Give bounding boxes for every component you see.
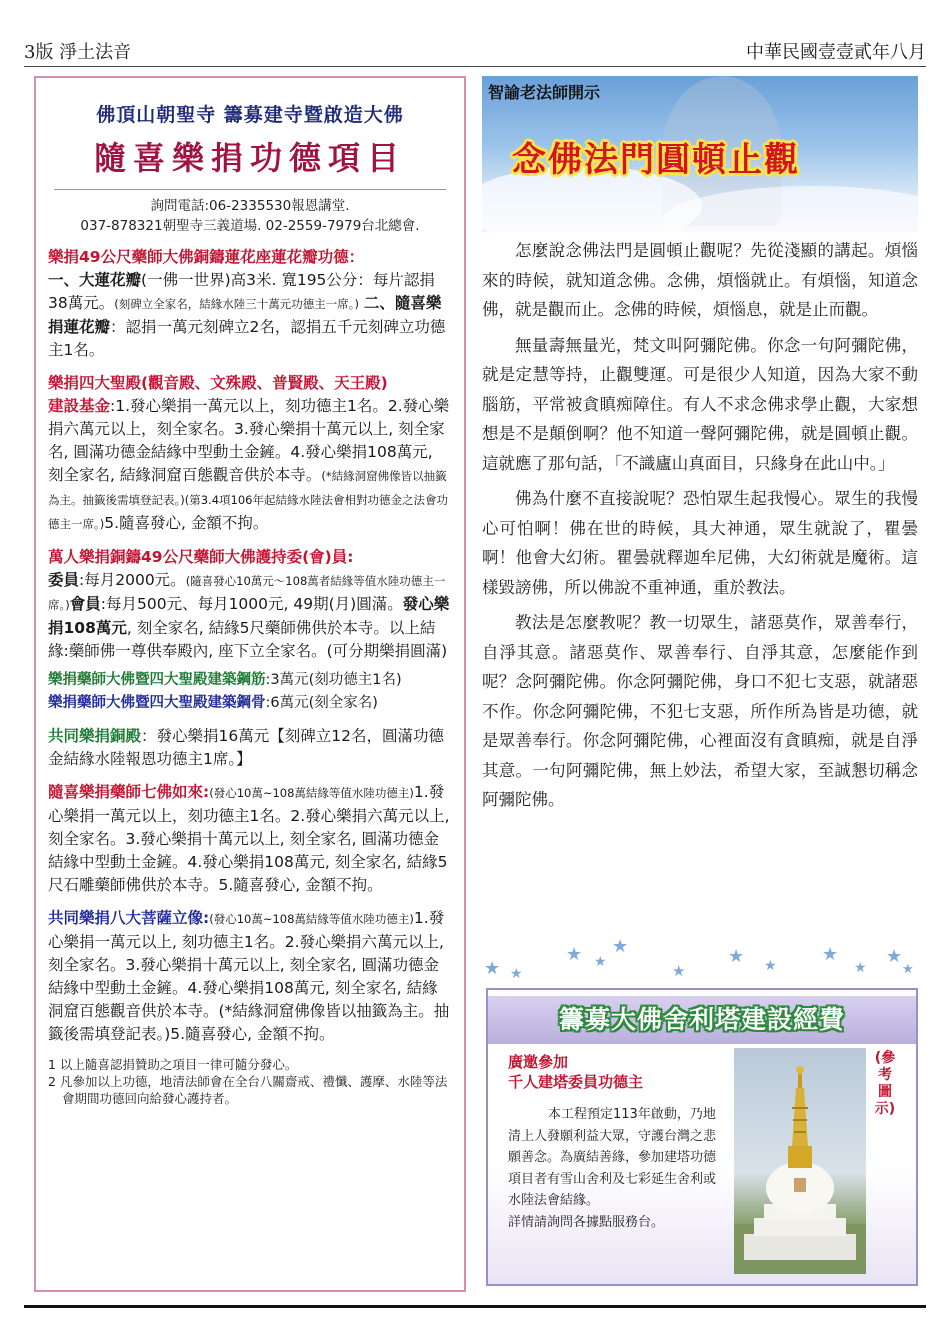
item-text: :每月500元、每月1000元, 49期(月)圓滿。 [100, 595, 403, 613]
item-note: (發心10萬~108萬結緣等值水陸功德主) [209, 912, 414, 926]
item-text: 5.隨喜發心, 金額不拘。 [104, 514, 269, 532]
item-text: 1.發心樂捐一萬元以上，刻功德主1名。2.發心樂捐六萬元以上, 刻全家名。3.發心樂捐十萬元以上, 刻全家名, 圓滿功德金結緣中型動土金鏟。4.發心樂捐108萬元, 刻全家名, 結緣5尺石雕藥師佛供於本寺。5.隨喜發心, 金額不拘。 [48, 783, 450, 894]
contact-line-1: 詢問電話:06-2335530報恩講堂. [150, 198, 350, 214]
stupa-description [508, 1104, 722, 1233]
item-text: :每月2000元。 [79, 571, 186, 589]
item-label: 會員 [69, 595, 101, 613]
footnote-1: 1 以上隨喜認捐贊助之項目一律可隨分發心。 [48, 1057, 298, 1072]
item-note: (刻碑立全家名，結緣水陸三十萬元功德主一席。) [114, 297, 359, 311]
sermon-banner [482, 76, 918, 232]
star-icon: ★ [484, 958, 501, 979]
footnotes [48, 1056, 452, 1107]
section-lotus-petals [48, 246, 452, 362]
star-icon: ★ [672, 962, 686, 980]
section-title: 樂捐四大聖殿(觀音殿、文殊殿、普賢殿、天王殿) [48, 374, 388, 392]
article-paragraph: 無量壽無量光，梵文叫阿彌陀佛。你念一句阿彌陀佛，就是定慧等持，止觀雙運。可是很少人知道，因為大家不動腦筋，平常被貪瞋痴障住。有人不求念佛求學止觀，大家想想是不是顛倒啊？他不知道一聲阿彌陀佛，就是圓頓止觀。這就應了那句話，「不識廬山真面目，只緣身在此山中。」 [482, 335, 918, 473]
star-icon: ★ [510, 966, 523, 982]
stupa-illustration [734, 1048, 866, 1274]
section-steel [48, 669, 452, 715]
banner-title: 念佛法門圓頓止觀 [512, 140, 800, 180]
stupa-fundraising-box [486, 988, 918, 1286]
item-label: 一、大蓮花瓣 [48, 271, 142, 289]
star-icon: ★ [886, 946, 903, 967]
item-note: (發心10萬~108萬結緣等值水陸功德主) [209, 786, 414, 800]
star-icon: ★ [594, 954, 607, 970]
star-icon: ★ [566, 944, 583, 965]
section-title: 共同樂捐八大菩薩立像: [48, 909, 210, 927]
item-label: 樂捐藥師大佛暨四大聖殿建築鋼骨 [48, 695, 266, 711]
section-four-halls [48, 372, 452, 536]
stars-decoration [482, 936, 918, 984]
stupa-paragraph: 本工程預定113年啟動，乃地清上人發願利益大眾，守護台灣之悲願善念。為廣結善緣，參加建塔功德項目者有雪山舍利及七彩延生舍利或水陸法會結緣。 [508, 1107, 717, 1208]
article-paragraph: 怎麼說念佛法門是圓頓止觀呢？先從淺顯的講起。煩惱來的時候，就知道念佛。念佛，煩惱就止。有煩惱，知道念佛，就是觀而止。念佛的時候，煩惱息，就是止而觀。 [482, 241, 918, 319]
section-bronze-hall [48, 725, 452, 771]
header-divider [24, 66, 926, 67]
reference-image-label: (參考圖示) [874, 1050, 896, 1117]
item-text: 1.發心樂捐一萬元以上, 刻功德主1名。2.發心樂捐六萬元以上, 刻全家名。3.發心樂捐十萬元以上, 刻全家名, 圓滿功德金結緣中型動土金鏟。4.發心樂捐108萬元, 刻全家名, 結緣洞窟百態觀音供於本寺。(*結緣洞窟佛像皆以抽籤為主。抽籤後需填登記表。)5.隨喜發心, 金額不拘。 [48, 909, 450, 1043]
contact-line-2: 037-878321朝聖寺三義道場. 02-2559-7979台北總會. [80, 218, 420, 234]
item-text: ：認捐一萬元刻碑立2名，認捐五千元刻碑立功德主1名。 [48, 318, 446, 359]
contact-info [48, 196, 452, 236]
star-icon: ★ [612, 936, 629, 957]
section-seven-buddhas [48, 781, 452, 897]
item-label: 樂捐藥師大佛暨四大聖殿建築鋼筋 [48, 672, 266, 688]
section-eight-bodhisattvas [48, 907, 452, 1046]
item-label: 發心樂捐108萬元 [48, 595, 450, 637]
stupa-reference-image [734, 1048, 866, 1274]
section-title: 隨喜樂捐藥師七佛如來: [48, 783, 210, 801]
sermon-article [482, 236, 918, 821]
footnote-2: 2 凡參加以上功德，地清法師會在全台八關齋戒、禮懺、護摩、水陸等法會期間功德回向給發心護持者。 [48, 1074, 448, 1106]
item-note: (隨喜發心10萬元～108萬者結緣等值水陸功德主一席。) [48, 574, 446, 612]
star-icon: ★ [728, 946, 745, 967]
footer-divider [24, 1305, 926, 1308]
section-title: 萬人樂捐銅鑄49公尺藥師大佛護持委(會)員: [48, 548, 354, 566]
article-paragraph: 教法是怎麼教呢？教一切眾生，諸惡莫作，眾善奉行，自淨其意。諸惡莫作、眾善奉行、自淨其意，怎麼能作到呢？念阿彌陀佛。你念阿彌陀佛，身口不犯七支惡，就諸惡不作。你念阿彌陀佛，不犯七支惡，所作所為皆是功德，就是眾善奉行。你念阿彌陀佛，心裡面沒有貪瞋痴，就是自淨其意。一句阿彌陀佛，無上妙法，希望大家，至誠懇切稱念阿彌陀佛。 [482, 613, 918, 809]
donation-title: 隨喜樂捐功德項目 [93, 139, 406, 177]
item-text: ：發心樂捐16萬元【刻碑立12名，圓滿功德金結緣水陸報恩功德主1席。】 [48, 727, 444, 768]
star-icon: ★ [764, 958, 777, 974]
donation-headline: 佛頂山朝聖寺 籌募建寺暨啟造大佛 [96, 104, 404, 126]
item-text: :6萬元(刻全家名) [265, 695, 378, 711]
stupa-title: 籌募大佛舍利塔建設經費 [488, 996, 916, 1044]
page-number-section: 3版 淨土法音 [24, 42, 132, 63]
donation-items-box [34, 76, 466, 1292]
item-text: :3萬元(刻功德主1名) [265, 672, 402, 688]
section-committee [48, 546, 452, 663]
page-header [24, 38, 926, 64]
stupa-contact-note: 詳情請詢問各據點服務台。 [508, 1214, 665, 1230]
section-title: 樂捐49公尺藥師大佛銅鑄蓮花座蓮花瓣功德： [48, 248, 365, 266]
item-label: 委員 [48, 571, 80, 589]
item-text: , 刻全家名, 結緣5尺藥師佛供於本寺。以上結緣:藥師佛一尊供奉殿內, 座下立全家名。(可分期樂捐圓滿) [48, 619, 448, 660]
item-text: (一佛一世界)高3米. 寬195公分：每片認捐38萬元。 [48, 271, 435, 312]
item-label: 二、隨喜樂捐蓮花瓣 [48, 294, 442, 336]
invite-line-2: 千人建塔委員功德主 [508, 1073, 644, 1091]
title-divider [54, 189, 446, 190]
item-text: :1.發心樂捐一萬元以上，刻功德主1名。2.發心樂捐六萬元以上，刻全家名。3.發心樂捐十萬元以上, 刻全家名, 圓滿功德金結緣中型動土金鏟。4.發心樂捐108萬元, 刻全家名, 結緣洞窟百態觀音供於本寺。 [48, 397, 450, 484]
invite-text [508, 1052, 643, 1092]
banner-subtitle: 智諭老法師開示 [488, 83, 601, 102]
item-note: (*結緣洞窟佛像皆以抽籤為主。抽籤後需填登記表。)(第3.4項106年起結緣水陸法會相對功德金之法會功德主一席。) [48, 469, 448, 531]
section-title: 共同樂捐銅殿 [48, 727, 142, 745]
star-icon: ★ [902, 962, 914, 977]
invite-line-1: 廣邀參加 [508, 1053, 569, 1071]
article-paragraph: 佛為什麼不直接說呢？恐怕眾生起我慢心。眾生的我慢心可怕啊！佛在世的時候，具大神通，眾生就說了，瞿曇啊！他會大幻術。瞿曇就釋迦牟尼佛，大幻術就是魔術。這樣毀謗佛，所以佛說不重神通，重於教法。 [482, 489, 918, 597]
star-icon: ★ [822, 944, 839, 965]
issue-date: 中華民國壹壹貳年八月 [746, 42, 926, 63]
star-icon: ★ [854, 960, 867, 976]
item-label: 建設基金 [48, 397, 111, 415]
